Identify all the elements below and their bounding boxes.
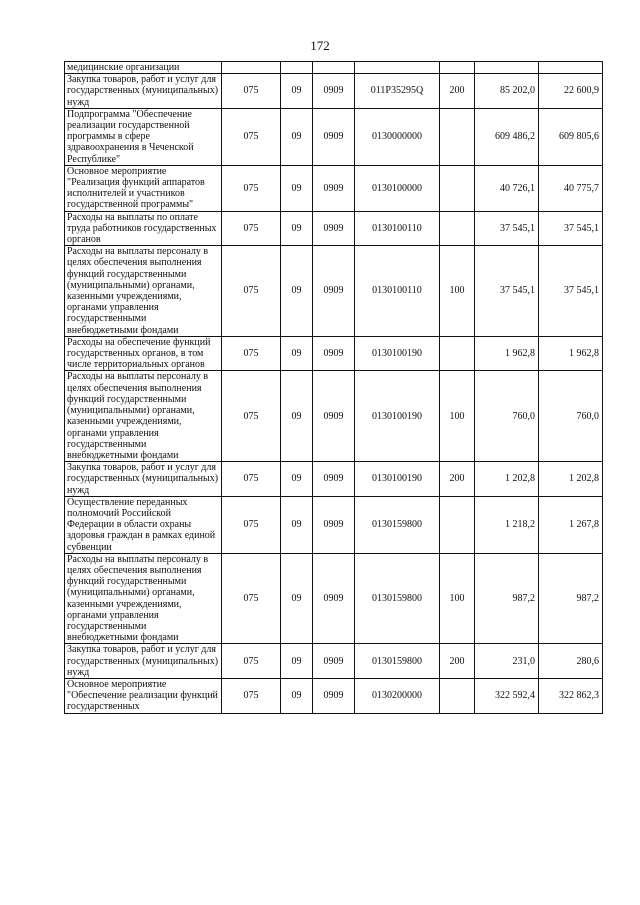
row-vr: [440, 108, 475, 165]
row-vr: [440, 678, 475, 713]
row-csr: 0130100110: [355, 211, 440, 246]
row-sum-2: 40 775,7: [539, 165, 603, 211]
row-name: Расходы на выплаты персоналу в целях обеспечения выполнения функций государственными (муниципальными) органами, казенными учреждениями, органами управления государственными внебюджетными фондами: [65, 246, 222, 337]
budget-table: [64, 61, 603, 714]
row-rz: 09: [281, 553, 313, 644]
row-pr: 0909: [313, 371, 355, 462]
row-vr: 100: [440, 246, 475, 337]
row-ved: 075: [222, 246, 281, 337]
row-sum-2: [539, 62, 603, 74]
row-name: Закупка товаров, работ и услуг для государственных (муниципальных) нужд: [65, 644, 222, 679]
table-row: [65, 74, 603, 109]
row-rz: 09: [281, 644, 313, 679]
table-row: [65, 62, 603, 74]
row-pr: 0909: [313, 336, 355, 371]
row-name: Подпрограмма "Обеспечение реализации государственной программы в сфере здравоохранения в Чеченской Республике": [65, 108, 222, 165]
row-csr: 0130100190: [355, 462, 440, 497]
row-sum-2: 1 202,8: [539, 462, 603, 497]
row-sum-2: 609 805,6: [539, 108, 603, 165]
row-pr: 0909: [313, 165, 355, 211]
row-sum-1: 37 545,1: [475, 246, 539, 337]
row-name: медицинские организации: [65, 62, 222, 74]
row-ved: [222, 62, 281, 74]
row-ved: 075: [222, 108, 281, 165]
row-name: Осуществление переданных полномочий Российской Федерации в области охраны здоровья граждан в рамках единой субвенции: [65, 496, 222, 553]
row-csr: 0130159800: [355, 496, 440, 553]
row-ved: 075: [222, 336, 281, 371]
row-vr: 100: [440, 553, 475, 644]
row-name: Основное мероприятие "Реализация функций аппаратов исполнителей и участников государственной программы": [65, 165, 222, 211]
row-ved: 075: [222, 462, 281, 497]
row-csr: 0130159800: [355, 553, 440, 644]
row-vr: 200: [440, 644, 475, 679]
row-sum-2: 322 862,3: [539, 678, 603, 713]
row-name: Расходы на выплаты по оплате труда работников государственных органов: [65, 211, 222, 246]
row-csr: 011P35295Q: [355, 74, 440, 109]
row-pr: 0909: [313, 496, 355, 553]
row-sum-2: 760,0: [539, 371, 603, 462]
row-vr: [440, 496, 475, 553]
row-name: Закупка товаров, работ и услуг для государственных (муниципальных) нужд: [65, 74, 222, 109]
row-rz: 09: [281, 462, 313, 497]
row-sum-1: 1 962,8: [475, 336, 539, 371]
row-sum-1: [475, 62, 539, 74]
row-ved: 075: [222, 553, 281, 644]
table-row: [65, 165, 603, 211]
row-rz: 09: [281, 678, 313, 713]
budget-table-body: [65, 62, 603, 714]
row-sum-2: 22 600,9: [539, 74, 603, 109]
row-name: Расходы на выплаты персоналу в целях обеспечения выполнения функций государственными (муниципальными) органами, казенными учреждениями, органами управления государственными внебюджетными фондами: [65, 553, 222, 644]
row-name: Основное мероприятие "Обеспечение реализации функций государственных: [65, 678, 222, 713]
row-vr: 100: [440, 371, 475, 462]
row-vr: 200: [440, 74, 475, 109]
table-row: [65, 678, 603, 713]
row-sum-1: 231,0: [475, 644, 539, 679]
row-sum-1: 609 486,2: [475, 108, 539, 165]
row-ved: 075: [222, 644, 281, 679]
row-sum-1: 760,0: [475, 371, 539, 462]
row-pr: 0909: [313, 462, 355, 497]
row-csr: 0130100190: [355, 371, 440, 462]
row-sum-1: 37 545,1: [475, 211, 539, 246]
row-rz: 09: [281, 108, 313, 165]
row-ved: 075: [222, 678, 281, 713]
row-vr: [440, 62, 475, 74]
row-sum-2: 1 962,8: [539, 336, 603, 371]
row-sum-1: 1 202,8: [475, 462, 539, 497]
row-csr: 0130100000: [355, 165, 440, 211]
row-pr: [313, 62, 355, 74]
row-pr: 0909: [313, 108, 355, 165]
row-ved: 075: [222, 211, 281, 246]
table-row: [65, 336, 603, 371]
row-csr: 0130100190: [355, 336, 440, 371]
table-row: [65, 496, 603, 553]
table-row: [65, 462, 603, 497]
row-rz: 09: [281, 165, 313, 211]
row-name: Расходы на обеспечение функций государственных органов, в том числе территориальных органов: [65, 336, 222, 371]
row-sum-2: 37 545,1: [539, 211, 603, 246]
table-row: [65, 644, 603, 679]
row-vr: 200: [440, 462, 475, 497]
row-csr: 0130000000: [355, 108, 440, 165]
row-pr: 0909: [313, 553, 355, 644]
row-rz: 09: [281, 74, 313, 109]
row-pr: 0909: [313, 644, 355, 679]
row-sum-2: 280,6: [539, 644, 603, 679]
table-row: [65, 108, 603, 165]
row-vr: [440, 165, 475, 211]
row-vr: [440, 211, 475, 246]
row-vr: [440, 336, 475, 371]
row-sum-2: 37 545,1: [539, 246, 603, 337]
row-sum-1: 322 592,4: [475, 678, 539, 713]
row-ved: 075: [222, 371, 281, 462]
row-sum-1: 1 218,2: [475, 496, 539, 553]
row-sum-2: 987,2: [539, 553, 603, 644]
row-sum-1: 85 202,0: [475, 74, 539, 109]
row-csr: 0130200000: [355, 678, 440, 713]
table-row: [65, 211, 603, 246]
row-ved: 075: [222, 496, 281, 553]
row-pr: 0909: [313, 74, 355, 109]
row-rz: 09: [281, 496, 313, 553]
row-rz: 09: [281, 336, 313, 371]
row-sum-2: 1 267,8: [539, 496, 603, 553]
row-csr: 0130100110: [355, 246, 440, 337]
row-rz: [281, 62, 313, 74]
table-row: [65, 553, 603, 644]
row-pr: 0909: [313, 211, 355, 246]
row-sum-1: 987,2: [475, 553, 539, 644]
row-pr: 0909: [313, 678, 355, 713]
row-pr: 0909: [313, 246, 355, 337]
row-csr: 0130159800: [355, 644, 440, 679]
row-csr: [355, 62, 440, 74]
row-ved: 075: [222, 165, 281, 211]
row-sum-1: 40 726,1: [475, 165, 539, 211]
page-number: 172: [310, 38, 330, 53]
row-name: Закупка товаров, работ и услуг для государственных (муниципальных) нужд: [65, 462, 222, 497]
row-rz: 09: [281, 371, 313, 462]
table-row: [65, 246, 603, 337]
row-name: Расходы на выплаты персоналу в целях обеспечения выполнения функций государственными (муниципальными) органами, казенными учреждениями, органами управления государственными внебюджетными фондами: [65, 371, 222, 462]
row-rz: 09: [281, 246, 313, 337]
row-rz: 09: [281, 211, 313, 246]
table-row: [65, 371, 603, 462]
row-ved: 075: [222, 74, 281, 109]
